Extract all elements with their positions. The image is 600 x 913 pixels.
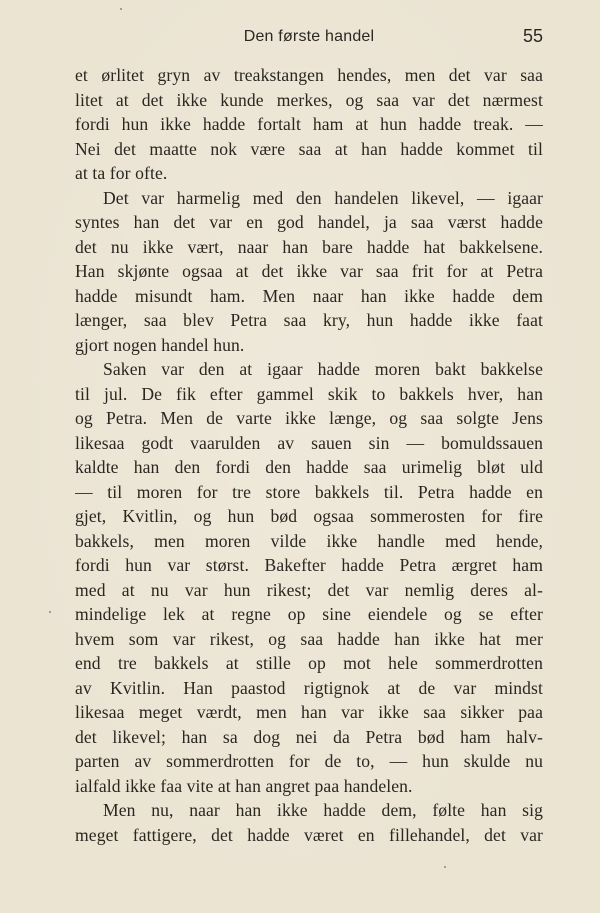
text-line: hvem som var rikest, og saa hadde han ikke hat mer — [75, 628, 543, 649]
text-line: med at nu var hun rikest; det var nemlig deres al- — [75, 579, 543, 600]
text-line: det likevel; han sa dog nei da Petra bød ham halv- — [75, 726, 543, 747]
paper-speck — [49, 611, 51, 613]
text-line: at ta for ofte. — [75, 163, 168, 183]
paragraph — [75, 357, 543, 798]
text-line: likesaa meget værdt, men han var ikke saa sikker paa — [75, 702, 543, 722]
running-title: Den første handel — [243, 28, 375, 45]
text-line: bakkels, men moren vilde ikke handle med hende, — [75, 530, 543, 551]
text-line: parten av sommerdrotten for de to, — hun skulde nu — [75, 751, 543, 771]
text-line: Nei det maatte nok være saa at han hadde kommet til — [75, 138, 543, 159]
running-head — [75, 22, 543, 52]
text-line: Saken var den at igaar hadde moren bakt bakkelse — [103, 359, 543, 379]
text-line: Det var harmelig med den handelen likevel, — igaar — [103, 187, 543, 208]
paragraph — [75, 798, 543, 847]
body-text — [75, 63, 543, 847]
text-line: ialfald ikke faa vite at han angret paa handelen. — [75, 775, 413, 796]
text-line: Men nu, naar han ikke hadde dem, følte han sig — [103, 800, 543, 820]
text-line: og Petra. Men de varte ikke længe, og saa solgte Jens — [75, 408, 543, 428]
text-line: til jul. De fik efter gammel skik to bakkels hver, han — [75, 383, 543, 404]
page-number: 55 — [522, 26, 543, 46]
text-line: likesaa godt vaarulden av sauen sin — bomuldssauen — [75, 432, 543, 453]
text-line: meget fattigere, det hadde været en fillehandel, det var — [75, 824, 543, 845]
paragraph — [75, 186, 543, 358]
text-line: hadde misundt ham. Men naar han ikke hadde dem — [75, 285, 543, 306]
text-line: kaldte han den fordi den hadde saa urimelig bløt uld — [75, 457, 543, 477]
text-line: end tre bakkels at stille op mot hele sommerdrotten — [75, 653, 543, 673]
text-line: — til moren for tre store bakkels til. Petra hadde en — [75, 481, 543, 502]
paper-speck — [444, 866, 446, 868]
text-line: litet at det ikke kunde merkes, og saa var det nærmest — [75, 89, 543, 110]
text-line: et ørlitet gryn av treakstangen hendes, men det var saa — [75, 65, 543, 85]
text-line: av Kvitlin. Han paastod rigtignok at de var mindst — [75, 677, 543, 698]
text-line: længer, saa blev Petra saa kry, hun hadde ikke faat — [75, 310, 543, 330]
text-line: gjort nogen handel hun. — [75, 334, 245, 355]
paper-speck — [120, 8, 122, 10]
text-line: fordi hun ikke hadde fortalt ham at hun hadde treak. — — [75, 114, 543, 134]
text-line: Han skjønte ogsaa at det ikke var saa frit for at Petra — [75, 261, 543, 281]
text-line: det nu ikke vært, naar han bare hadde hat bakkelsene. — [75, 236, 543, 257]
paragraph — [75, 63, 543, 186]
text-line: mindelige lek at regne op sine eiendele og se efter — [75, 604, 543, 624]
text-line: syntes han det var en god handel, ja saa værst hadde — [75, 212, 543, 232]
text-line: fordi hun var størst. Bakefter hadde Petra ærgret ham — [75, 555, 543, 575]
text-line: gjet, Kvitlin, og hun bød ogsaa sommerosten for fire — [75, 506, 543, 526]
